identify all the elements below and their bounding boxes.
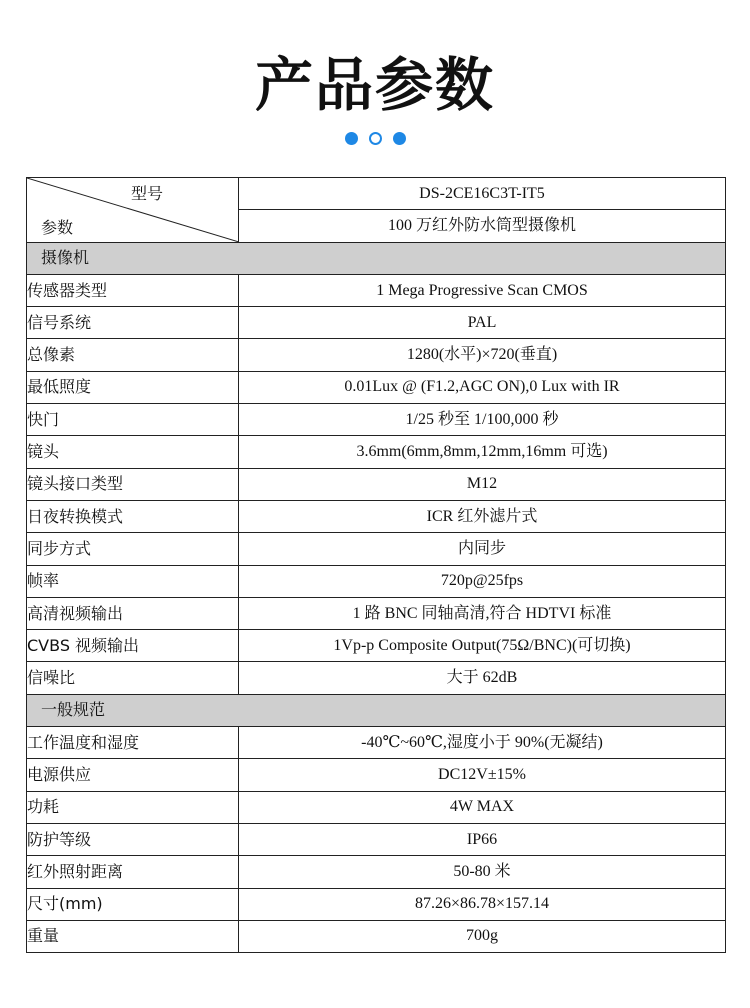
- model-description: 100 万红外防水筒型摄像机: [239, 210, 726, 242]
- spec-row: [27, 339, 726, 371]
- spec-label: 信号系统: [27, 307, 239, 339]
- spec-label: 尺寸(mm): [27, 888, 239, 920]
- spec-row: [27, 436, 726, 468]
- spec-label: 红外照射距离: [27, 856, 239, 888]
- spec-row: [27, 662, 726, 694]
- spec-label: 帧率: [27, 565, 239, 597]
- spec-label: 电源供应: [27, 759, 239, 791]
- spec-label: 功耗: [27, 791, 239, 823]
- spec-label: 同步方式: [27, 533, 239, 565]
- section-header-row: [27, 242, 726, 274]
- spec-label: 工作温度和湿度: [27, 727, 239, 759]
- spec-row: [27, 823, 726, 855]
- spec-row: [27, 597, 726, 629]
- spec-row: [27, 759, 726, 791]
- header-param-label: 参数: [41, 218, 74, 237]
- spec-value: 1 路 BNC 同轴高清,符合 HDTVI 标准: [239, 597, 726, 629]
- spec-row: [27, 856, 726, 888]
- spec-row: [27, 533, 726, 565]
- spec-row: [27, 727, 726, 759]
- spec-row: [27, 274, 726, 306]
- spec-value: 大于 62dB: [239, 662, 726, 694]
- spec-row: [27, 565, 726, 597]
- page-title: 产品参数: [254, 51, 495, 119]
- spec-value: 4W MAX: [239, 791, 726, 823]
- spec-value: 1/25 秒至 1/100,000 秒: [239, 404, 726, 436]
- spec-value: 720p@25fps: [239, 565, 726, 597]
- spec-row: [27, 920, 726, 952]
- model-value: DS-2CE16C3T-IT5: [239, 178, 726, 210]
- spec-row: [27, 468, 726, 500]
- section-title: 一般规范: [27, 694, 726, 726]
- spec-label: CVBS 视频输出: [27, 630, 239, 662]
- header-model-label: 型号: [131, 184, 164, 203]
- spec-label: 快门: [27, 404, 239, 436]
- spec-label: 镜头接口类型: [27, 468, 239, 500]
- spec-label: 防护等级: [27, 823, 239, 855]
- spec-value: 3.6mm(6mm,8mm,12mm,16mm 可选): [239, 436, 726, 468]
- header-row: [27, 178, 726, 210]
- diagonal-header-cell: [27, 178, 239, 243]
- filled-dot-icon: [393, 132, 406, 145]
- spec-label: 日夜转换模式: [27, 500, 239, 532]
- spec-value: DC12V±15%: [239, 759, 726, 791]
- spec-value: PAL: [239, 307, 726, 339]
- spec-value: -40℃~60℃,湿度小于 90%(无凝结): [239, 727, 726, 759]
- spec-value: 87.26×86.78×157.14: [239, 888, 726, 920]
- spec-row: [27, 500, 726, 532]
- spec-value: 700g: [239, 920, 726, 952]
- spec-table: [26, 177, 726, 953]
- spec-value: 内同步: [239, 533, 726, 565]
- spec-row: [27, 630, 726, 662]
- spec-value: 1 Mega Progressive Scan CMOS: [239, 274, 726, 306]
- spec-value: IP66: [239, 823, 726, 855]
- decorative-dots: [0, 132, 750, 145]
- spec-label: 重量: [27, 920, 239, 952]
- section-header-row: [27, 694, 726, 726]
- spec-row: [27, 791, 726, 823]
- spec-row: [27, 888, 726, 920]
- spec-label: 传感器类型: [27, 274, 239, 306]
- spec-value: 0.01Lux @ (F1.2,AGC ON),0 Lux with IR: [239, 371, 726, 403]
- spec-label: 高清视频输出: [27, 597, 239, 629]
- spec-label: 最低照度: [27, 371, 239, 403]
- hollow-dot-icon: [369, 132, 382, 145]
- section-title: 摄像机: [27, 242, 726, 274]
- spec-row: [27, 404, 726, 436]
- spec-value: ICR 红外滤片式: [239, 500, 726, 532]
- spec-row: [27, 307, 726, 339]
- spec-value: 1280(水平)×720(垂直): [239, 339, 726, 371]
- spec-value: 1Vp-p Composite Output(75Ω/BNC)(可切换): [239, 630, 726, 662]
- spec-row: [27, 371, 726, 403]
- spec-value: M12: [239, 468, 726, 500]
- spec-value: 50-80 米: [239, 856, 726, 888]
- spec-label: 信噪比: [27, 662, 239, 694]
- spec-label: 总像素: [27, 339, 239, 371]
- filled-dot-icon: [345, 132, 358, 145]
- spec-label: 镜头: [27, 436, 239, 468]
